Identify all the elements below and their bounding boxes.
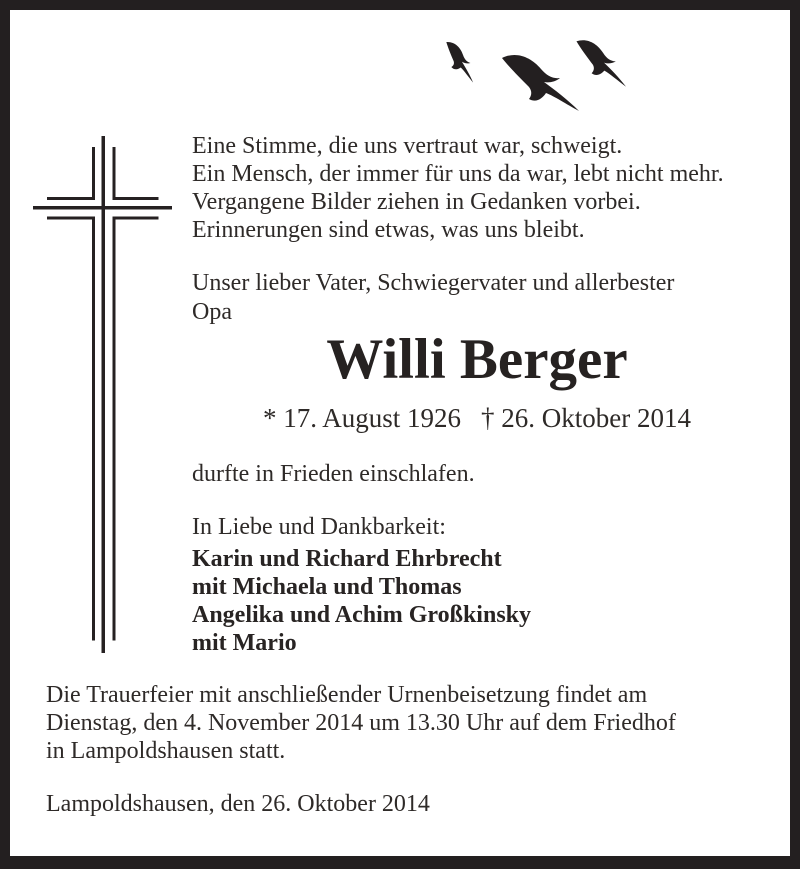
funeral-announcement [46,681,676,765]
seagull-right-icon [571,39,632,87]
poem-line: Ein Mensch, der immer für uns da war, lebt nicht mehr. [192,161,724,187]
memorial-cross-icon [30,130,175,660]
funeral-line: Dienstag, den 4. November 2014 um 13.30 Uhr auf dem Friedhof [46,710,676,736]
death-date: † 26. Oktober 2014 [481,403,691,433]
mourner-line: Angelika und Achim Großkinsky [192,602,532,628]
seagull-small-icon [436,41,484,83]
salutation [192,269,674,327]
mourner-line: mit Michaela und Thomas [192,574,462,600]
seagull-large-icon [502,55,579,111]
salutation-line: Unser lieber Vater, Schwiegervater und allerbester [192,270,675,296]
poem-line: Erinnerungen sind etwas, was uns bleibt. [192,217,585,243]
poem-line: Eine Stimme, die uns vertraut war, schweigt. [192,133,623,159]
funeral-line: in Lampoldshausen statt. [46,738,286,764]
deceased-name: Willi Berger [326,328,628,391]
mourner-line: Karin und Richard Ehrbrecht [192,546,502,572]
peace-statement: durfte in Frieden einschlafen. [192,461,475,487]
place-date-line: Lampoldshausen, den 26. Oktober 2014 [46,791,430,817]
funeral-line: Die Trauerfeier mit anschließender Urnenbeisetzung findet am [46,682,648,708]
life-dates [192,403,762,433]
mourners-list [192,545,531,657]
seagulls-icon [430,25,650,117]
poem-line: Vergangene Bilder ziehen in Gedanken vorbei. [192,189,641,215]
mourner-line: mit Mario [192,630,297,656]
gratitude-statement: In Liebe und Dankbarkeit: [192,514,446,540]
birth-date: * 17. August 1926 [262,403,462,433]
salutation-line: Opa [192,299,232,325]
obituary-poem [192,132,724,244]
